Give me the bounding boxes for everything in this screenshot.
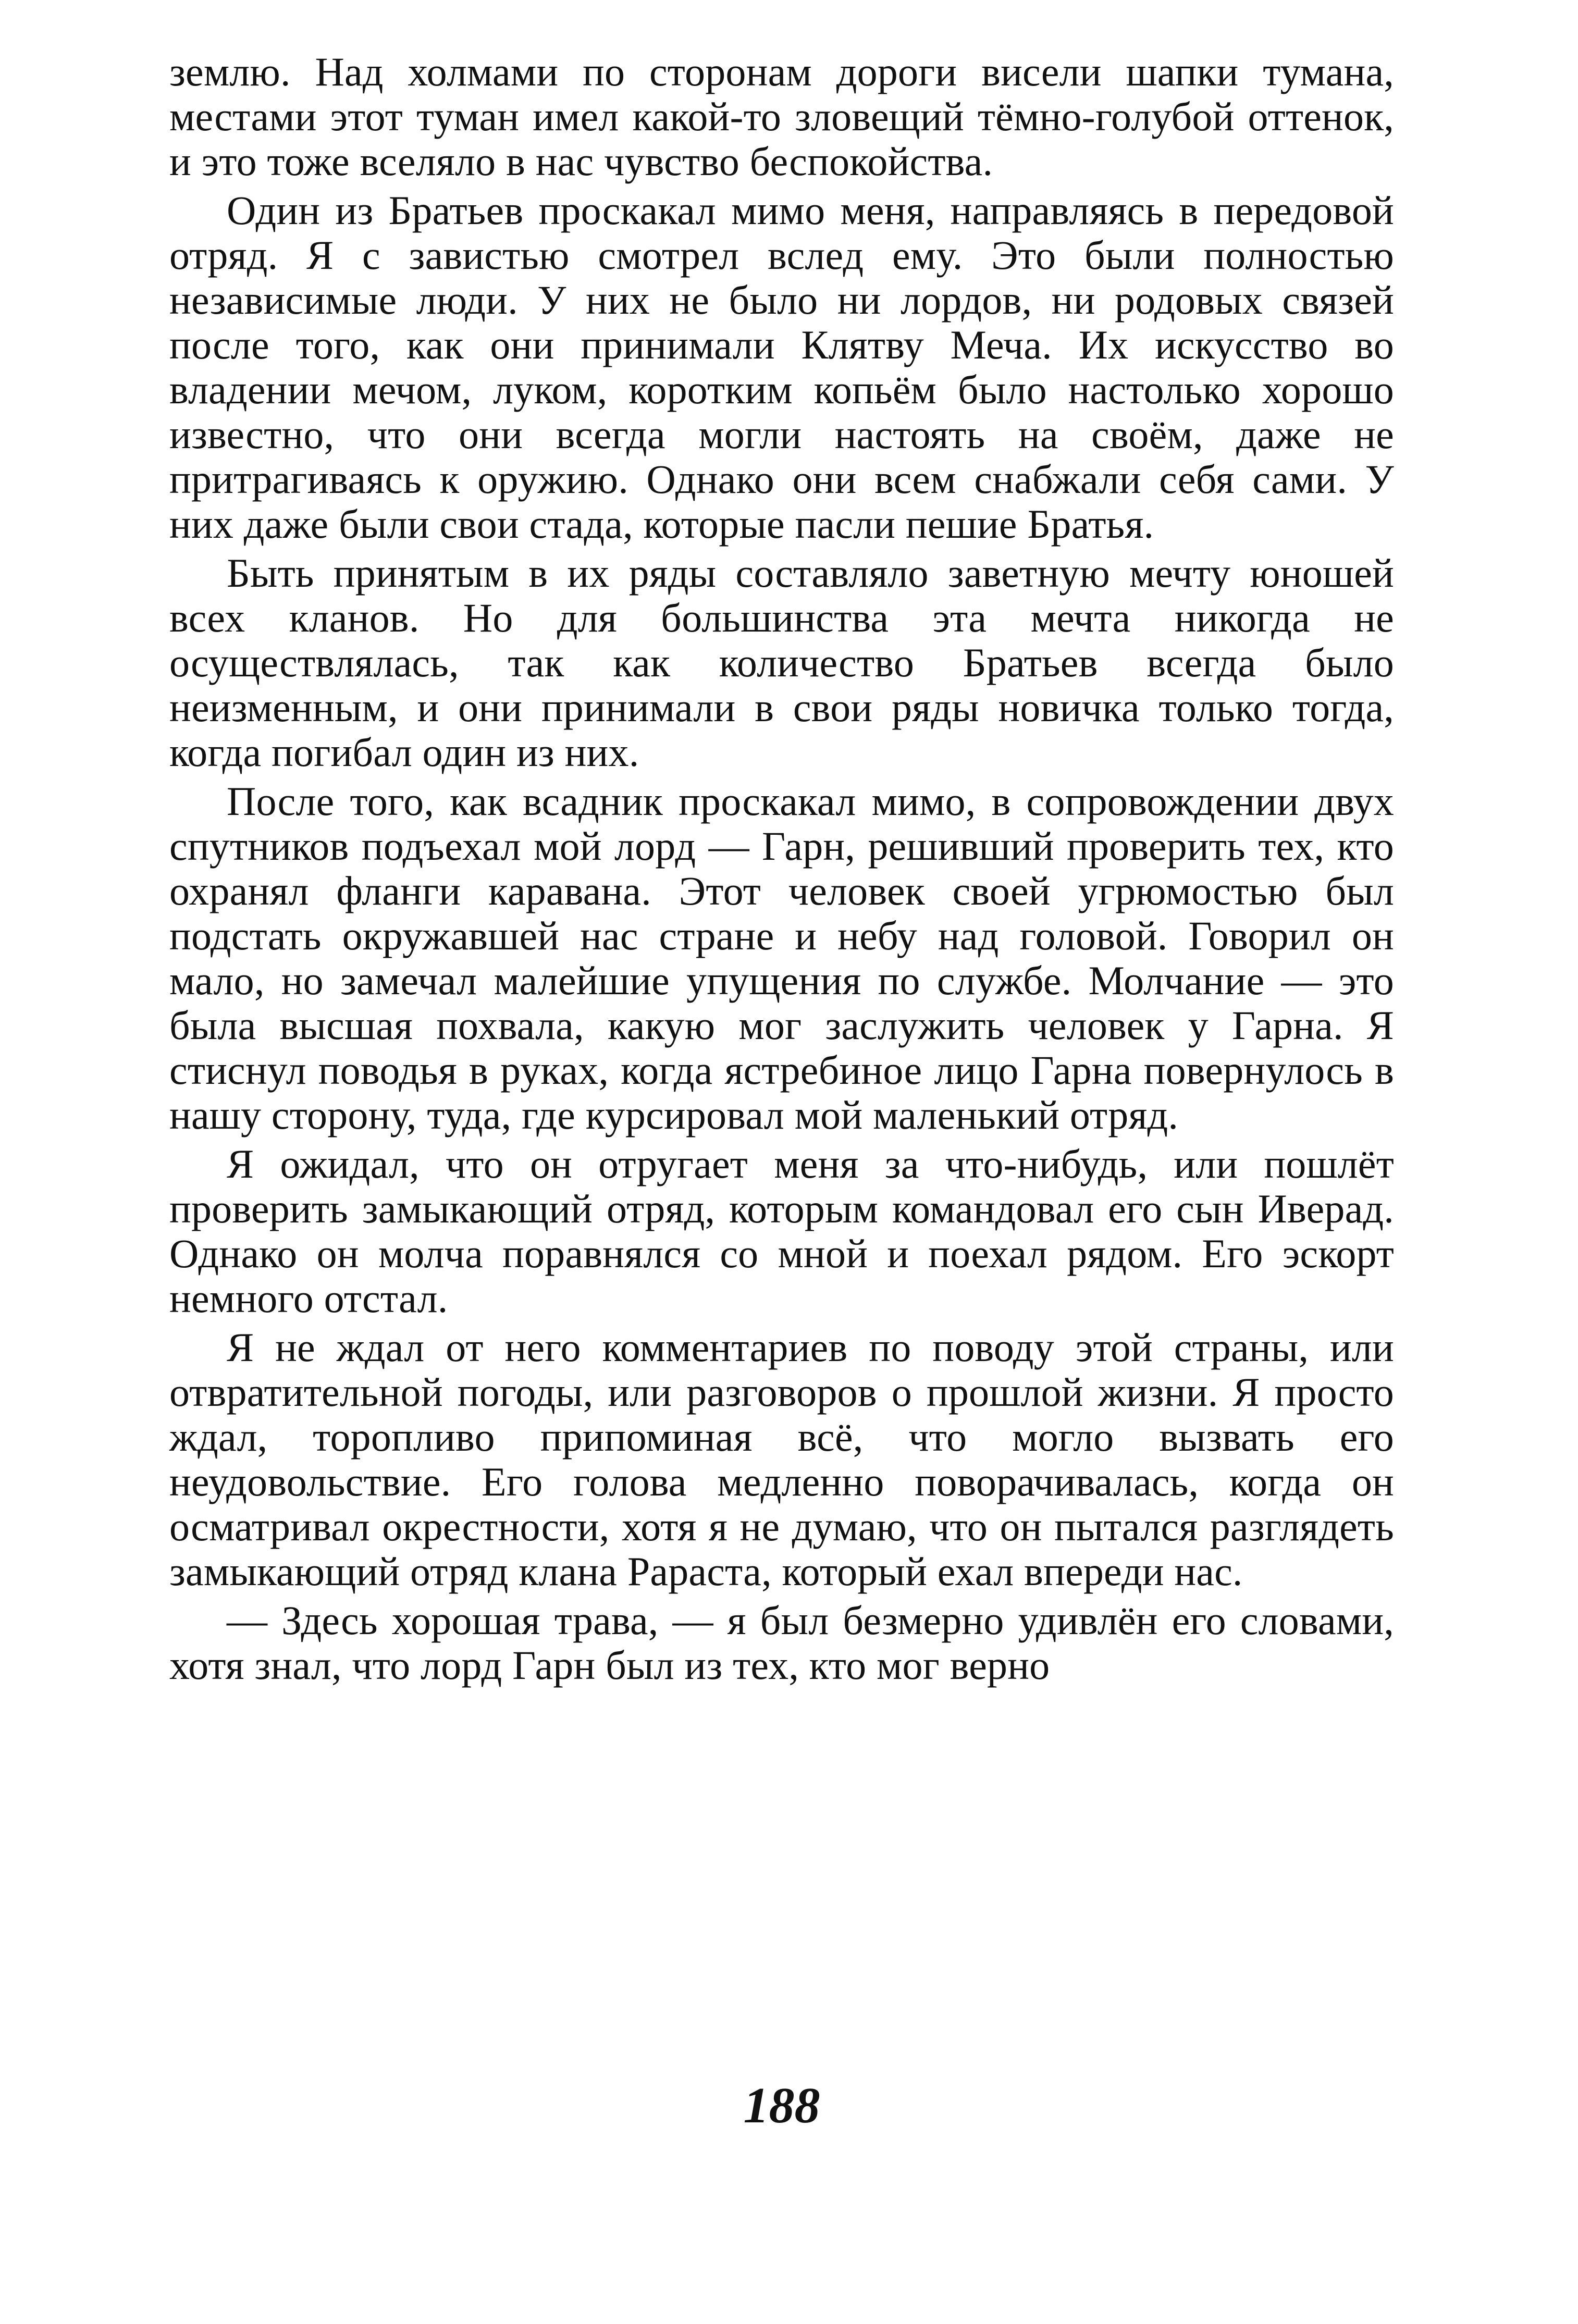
- paragraph-5: Я ожидал, что он отругает меня за что-нибудь, или пошлёт проверить замыкающий отряд, которым командовал его сын Иверад. Однако он молча поравнялся со мной и поехал рядом. Его эскорт немного отстал.: [169, 1141, 1394, 1321]
- paragraph-7: — Здесь хорошая трава, — я был безмерно удивлён его словами, хотя знал, что лорд Гарн был из тех, кто мог верно: [169, 1598, 1394, 1688]
- paragraph-4: После того, как всадник проскакал мимо, в сопровождении двух спутников подъехал мой лорд — Гарн, решивший проверить тех, кто охранял фланги каравана. Этот человек своей угрюмостью был подстать окружавшей нас стране и небу над головой. Говорил он мало, но замечал малейшие упущения по службе. Молчание — это была высшая похвала, какую мог заслужить человек у Гарна. Я стиснул поводья в руках, когда ястребиное лицо Гарна повернулось в нашу сторону, туда, где курсировал мой маленький отряд.: [169, 778, 1394, 1138]
- paragraph-2: Один из Братьев проскакал мимо меня, направляясь в передовой отряд. Я с завистью смотрел вслед ему. Это были полностью независимые люди. У них не было ни лордов, ни родовых связей после того, как они принимали Клятву Меча. Их искусство во владении мечом, луком, коротким копьём было настолько хорошо известно, что они всегда могли настоять на своём, даже не притрагиваясь к оружию. Однако они всем снабжали себя сами. У них даже были свои стада, которые пасли пешие Братья.: [169, 188, 1394, 547]
- book-page: [169, 50, 1394, 2290]
- paragraph-3: Быть принятым в их ряды составляло заветную мечту юношей всех кланов. Но для большинства эта мечта никогда не осуществлялась, так как количество Братьев всегда было неизменным, и они принимали в свои ряды новичка только тогда, когда погибал один из них.: [169, 550, 1394, 775]
- text-column: [169, 50, 1394, 1688]
- page-number: 188: [743, 2078, 820, 2134]
- paragraph-6: Я не ждал от него комментариев по поводу этой страны, или отвратительной погоды, или разговоров о прошлой жизни. Я просто ждал, торопливо припоминая всё, что могло вызвать его неудовольствие. Его голова медленно поворачивалась, когда он осматривал окрестности, хотя я не думаю, что он пытался разглядеть замыкающий отряд клана Раpаста, который ехал впереди нас.: [169, 1325, 1394, 1594]
- paragraph-1: землю. Над холмами по сторонам дороги висели шапки тумана, местами этот туман имел какой-то зловещий тёмно-голубой оттенок, и это тоже вселяло в нас чувство беспокойства.: [169, 49, 1394, 184]
